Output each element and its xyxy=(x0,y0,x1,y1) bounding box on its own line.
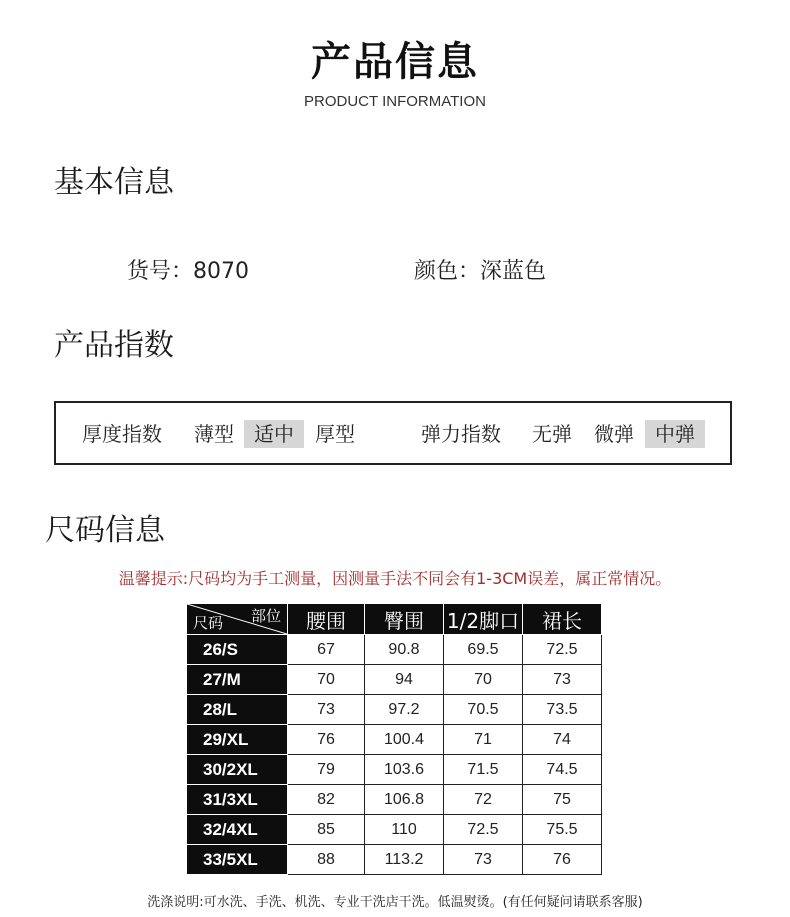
size-table-body xyxy=(187,635,602,875)
measurement-cell: 76 xyxy=(288,725,365,755)
care-instructions: 洗涤说明:可水洗、手洗、机洗、专业干洗店干洗。低温熨烫。(有任何疑问请联系客服) xyxy=(147,895,643,910)
size-label-cell: 30/2XL xyxy=(187,755,288,785)
measurement-cell: 72.5 xyxy=(444,815,523,845)
measurement-cell: 73 xyxy=(444,845,523,875)
measurement-cell: 72.5 xyxy=(523,635,602,665)
size-label-cell: 28/L xyxy=(187,695,288,725)
measurement-cell: 75 xyxy=(523,785,602,815)
corner-label-size: 尺码 xyxy=(193,614,224,632)
measurement-cell: 106.8 xyxy=(365,785,444,815)
measurement-cell: 73.5 xyxy=(523,695,602,725)
table-row xyxy=(187,755,602,785)
measurement-cell: 70.5 xyxy=(444,695,523,725)
measurement-cell: 70 xyxy=(288,665,365,695)
size-label-cell: 29/XL xyxy=(187,725,288,755)
page-subtitle: PRODUCT INFORMATION xyxy=(304,93,486,110)
measurement-cell: 75.5 xyxy=(523,815,602,845)
measurement-cell: 73 xyxy=(523,665,602,695)
basic-info-heading: 基本信息 xyxy=(54,165,174,200)
elasticity-option-none: 无弹 xyxy=(532,422,572,446)
table-row xyxy=(187,635,602,665)
column-header-waist: 腰围 xyxy=(288,604,365,635)
measurement-cell: 103.6 xyxy=(365,755,444,785)
measurement-cell: 110 xyxy=(365,815,444,845)
size-label-cell: 32/4XL xyxy=(187,815,288,845)
table-row xyxy=(187,665,602,695)
table-row xyxy=(187,695,602,725)
product-color: 颜色：深蓝色 xyxy=(414,259,547,284)
measurement-cell: 113.2 xyxy=(365,845,444,875)
measurement-cell: 74.5 xyxy=(523,755,602,785)
measurement-cell: 85 xyxy=(288,815,365,845)
page-title: 产品信息 xyxy=(311,38,479,85)
measurement-cell: 90.8 xyxy=(365,635,444,665)
table-row xyxy=(187,845,602,875)
measurement-notice: 温馨提示:尺码均为手工测量，因测量手法不同会有1-3CM误差，属正常情况。 xyxy=(118,569,672,588)
thickness-option-medium: 适中 xyxy=(244,420,304,448)
measurement-cell: 69.5 xyxy=(444,635,523,665)
size-table-corner xyxy=(187,604,288,635)
table-row xyxy=(187,785,602,815)
measurement-cell: 71.5 xyxy=(444,755,523,785)
size-label-cell: 27/M xyxy=(187,665,288,695)
measurement-cell: 94 xyxy=(365,665,444,695)
corner-label-part: 部位 xyxy=(250,607,281,625)
elasticity-label: 弹力指数 xyxy=(421,422,501,446)
column-header-length: 裙长 xyxy=(523,604,602,635)
table-row xyxy=(187,815,602,845)
measurement-cell: 82 xyxy=(288,785,365,815)
product-index-heading: 产品指数 xyxy=(54,328,174,363)
thickness-label: 厚度指数 xyxy=(82,422,162,446)
measurement-cell: 72 xyxy=(444,785,523,815)
measurement-cell: 73 xyxy=(288,695,365,725)
size-table-header-row xyxy=(187,604,602,635)
measurement-cell: 76 xyxy=(523,845,602,875)
measurement-cell: 70 xyxy=(444,665,523,695)
measurement-cell: 67 xyxy=(288,635,365,665)
size-info-heading: 尺码信息 xyxy=(45,513,165,548)
product-index-box xyxy=(54,401,732,465)
size-table xyxy=(186,603,602,875)
size-label-cell: 26/S xyxy=(187,635,288,665)
measurement-cell: 74 xyxy=(523,725,602,755)
column-header-hem: 1/2脚口 xyxy=(444,604,523,635)
elasticity-option-medium: 中弹 xyxy=(645,420,705,448)
measurement-cell: 97.2 xyxy=(365,695,444,725)
table-row xyxy=(187,725,602,755)
measurement-cell: 88 xyxy=(288,845,365,875)
measurement-cell: 100.4 xyxy=(365,725,444,755)
measurement-cell: 71 xyxy=(444,725,523,755)
elasticity-option-slight: 微弹 xyxy=(594,422,634,446)
size-label-cell: 31/3XL xyxy=(187,785,288,815)
measurement-cell: 79 xyxy=(288,755,365,785)
thickness-option-thin: 薄型 xyxy=(194,422,234,446)
size-label-cell: 33/5XL xyxy=(187,845,288,875)
column-header-hip: 臀围 xyxy=(365,604,444,635)
thickness-option-thick: 厚型 xyxy=(315,422,355,446)
item-number: 货号：8070 xyxy=(127,259,249,284)
